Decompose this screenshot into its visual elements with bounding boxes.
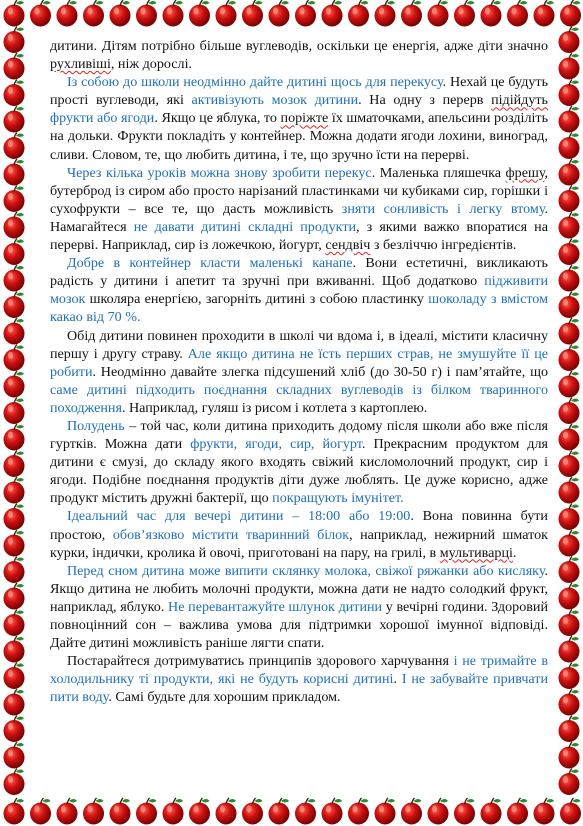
red-apple-icon (4, 0, 25, 27)
red-apple-icon (163, 0, 184, 27)
red-apple-icon (559, 133, 580, 160)
red-apple-icon (4, 451, 25, 478)
red-apple-icon (189, 0, 210, 27)
red-apple-icon (4, 742, 25, 769)
red-apple-icon (348, 0, 369, 27)
body-text: , наприклад, нежирний шматок курки, індички, кролика й овочі, приготовані на пару, на грилі, в (50, 526, 548, 561)
red-apple-icon (4, 80, 25, 107)
red-apple-icon (559, 557, 580, 584)
red-apple-icon (4, 398, 25, 425)
highlighted-text: фрукти або ягоди (50, 110, 155, 127)
red-apple-icon (4, 212, 25, 239)
red-apple-icon (4, 557, 25, 584)
body-text: . Якщо дитина не любить молочні продукти, можна дати не надто солодкий фрукт, наприклад, яблуко. (50, 562, 548, 615)
red-apple-icon (57, 798, 78, 825)
highlighted-text: обов’язково містити тваринний білок (112, 526, 350, 543)
red-apple-icon (559, 477, 580, 504)
red-apple-icon (559, 398, 580, 425)
body-text: . Маленька пляшечка (371, 164, 506, 181)
red-apple-icon (4, 636, 25, 663)
red-apple-icon (559, 53, 580, 80)
highlighted-text: зняти сонливість і легку втому (341, 200, 545, 217)
red-apple-icon (322, 798, 343, 825)
red-apple-icon (4, 345, 25, 372)
body-text: , ніж дорослі. (110, 56, 193, 73)
red-apple-icon (559, 742, 580, 769)
red-apple-icon (428, 0, 449, 27)
highlighted-text: не давати дитині складні продукти (133, 218, 357, 235)
red-apple-icon (4, 504, 25, 531)
red-apple-icon (110, 0, 131, 27)
red-apple-icon (4, 424, 25, 451)
red-apple-icon (559, 636, 580, 663)
red-apple-icon (4, 133, 25, 160)
highlighted-text: Але якщо дитина не їсть перших страв, не змушуйте її це робити (50, 345, 548, 380)
paragraph (50, 327, 548, 417)
red-apple-icon (4, 716, 25, 743)
highlighted-text: підживити мозок (50, 273, 548, 308)
red-apple-icon (559, 159, 580, 186)
red-apple-icon (559, 345, 580, 372)
paragraph (50, 73, 548, 163)
spellcheck-marked-word: сендвіч (325, 237, 371, 254)
body-text: . Намагайтеся (50, 200, 548, 235)
red-apple-icon (295, 798, 316, 825)
paragraph (50, 37, 548, 73)
red-apple-icon (4, 292, 25, 319)
red-apple-icon (4, 530, 25, 557)
red-apple-icon (4, 798, 25, 825)
red-apple-icon (559, 292, 580, 319)
red-apple-icon (136, 798, 157, 825)
red-apple-icon (216, 0, 237, 27)
red-apple-icon (559, 212, 580, 239)
red-apple-icon (559, 689, 580, 716)
red-apple-icon (30, 798, 51, 825)
red-apple-icon (4, 159, 25, 186)
body-text: дитини. Дітям потрібно більше вуглеводів, оскільки це енергія, адже діти значно (50, 38, 548, 54)
highlighted-text: активізують мозок дитини (191, 92, 359, 109)
red-apple-icon (375, 0, 396, 27)
red-apple-icon (4, 106, 25, 133)
spellcheck-marked-word: мультиварці (439, 544, 513, 561)
body-text: . (393, 671, 402, 688)
red-apple-icon (428, 798, 449, 825)
red-apple-icon (83, 798, 104, 825)
highlighted-text: І не забувайте привчати пити воду (50, 671, 548, 706)
paragraph (50, 507, 548, 561)
body-text: їх шматочками, апельсини розділіть на дольки. Фрукти покладіть у контейнер. Можна додати ягоди лохини, виноград, сливи. Словом, те, що любить дитина, і те, що зручно їсти на перерві. (50, 110, 548, 163)
body-text: . Вони естетичні, викликають радість у дитини і апетит та зручні при вживанні. Щоб додатково (50, 255, 548, 290)
red-apple-icon (507, 798, 528, 825)
red-apple-icon (481, 0, 502, 27)
red-apple-icon (4, 27, 25, 54)
red-apple-icon (534, 798, 555, 825)
body-text: . Наприклад, гуляш із рисом і котлета з картоплею. (121, 399, 428, 416)
body-text: . Якщо це яблука, то (154, 110, 281, 127)
body-text: Обід дитини повинен проходити в школі чи вдома і, в ідеалі, містити класичну першу і другу страву. (50, 327, 548, 362)
red-apple-icon (4, 371, 25, 398)
paragraph (50, 164, 548, 254)
body-text: . Неодмінно давайте злегка підсушений хліб (до 30-50 г) і пам’ятайте, що (92, 363, 548, 380)
red-apple-icon (4, 769, 25, 796)
body-text: , бутерброд із сиром або просто нарізаний пластинками чи кубиками сир, горішки і сухофрукти – все те, що дасть можливість (50, 164, 548, 217)
red-apple-icon (295, 0, 316, 27)
red-apple-icon (559, 424, 580, 451)
body-text: з безліччю інгредієнтів. (370, 237, 517, 254)
red-apple-icon (481, 798, 502, 825)
red-apple-icon (4, 239, 25, 266)
red-apple-icon (4, 265, 25, 292)
body-text: . Вона повинна бути простою, (50, 508, 548, 543)
spellcheck-marked-word: підійдуть (491, 92, 548, 109)
red-apple-icon (269, 798, 290, 825)
red-apple-icon (216, 798, 237, 825)
red-apple-icon (4, 663, 25, 690)
red-apple-icon (454, 798, 475, 825)
spellcheck-marked-word: поріжте (280, 110, 329, 127)
red-apple-icon (454, 0, 475, 27)
body-text: . На одну з перерв (358, 92, 492, 109)
body-text: Постарайтеся дотримуватись принципів здорового харчування (67, 653, 454, 670)
body-text: у вечірні години. Здоровий повноцінний сон – важлива умова для підтримки хорошої імунної відповіді. Дайте дитині можливість раніше лягти спати. (50, 598, 548, 652)
body-text: школяра енергією, загорніть дитині з собою пластинку (85, 291, 429, 308)
red-apple-icon (4, 477, 25, 504)
body-text: . Нехай це будуть прості вуглеводи, які (50, 74, 548, 109)
red-apple-icon (163, 798, 184, 825)
highlighted-text: Полудень (67, 417, 125, 434)
red-apple-icon (559, 80, 580, 107)
red-apple-icon (559, 716, 580, 743)
red-apple-icon (242, 0, 263, 27)
red-apple-icon (136, 0, 157, 27)
paragraph (50, 562, 548, 652)
paragraph (50, 417, 548, 507)
highlighted-text: Ідеальний час для вечері дитини – 18:00 або 19:00 (67, 508, 411, 525)
red-apple-icon (4, 186, 25, 213)
red-apple-icon (534, 0, 555, 27)
paragraph (50, 652, 548, 706)
spellcheck-marked-word: фрешу (505, 164, 545, 181)
red-apple-icon (348, 798, 369, 825)
red-apple-icon (4, 318, 25, 345)
red-apple-icon (57, 0, 78, 27)
red-apple-icon (4, 610, 25, 637)
red-apple-icon (560, 0, 581, 27)
spellcheck-marked-word: рухливіші (50, 56, 111, 73)
red-apple-icon (559, 318, 580, 345)
red-apple-icon (560, 798, 581, 825)
body-text: , з якими важко впоратися на перерві. Наприклад, сир із ложечкою, йогурт, (50, 218, 548, 254)
highlighted-text: саме дитині підходить поєднання складних вуглеводів із білком тваринного походження (50, 381, 548, 416)
red-apple-icon (110, 798, 131, 825)
highlighted-text: Через кілька уроків можна знову зробити перекус (67, 164, 372, 181)
highlighted-text: Із собою до школи неодмінно дайте дитині щось для перекусу (67, 74, 443, 91)
red-apple-icon (559, 610, 580, 637)
red-apple-icon (83, 0, 104, 27)
highlighted-text: покращують імунітет. (272, 490, 404, 507)
red-apple-icon (559, 106, 580, 133)
highlighted-text: фрукти, ягоди, сир, йогурт (190, 436, 362, 453)
highlighted-text: шоколаду з вмістом какао від 70 %. (50, 291, 548, 326)
red-apple-icon (401, 798, 422, 825)
body-text: . Прекрасним продуктом для дитини є смузі, до складу якого входять свіжий кисломолочний продукт, сир і ягоди. Подібне поєднання продуктів діти дуже люблять. Це дуже корисно, адже продукт містить дружні бактерії, що (50, 436, 548, 507)
red-apple-icon (4, 583, 25, 610)
highlighted-text: і не тримайте в холодильнику ті продукти, які не будуть корисні дитині (50, 653, 548, 688)
red-apple-icon (401, 0, 422, 27)
red-apple-icon (559, 769, 580, 796)
red-apple-icon (559, 27, 580, 54)
red-apple-icon (559, 504, 580, 531)
red-apple-icon (242, 798, 263, 825)
red-apple-icon (559, 451, 580, 478)
highlighted-text: Добре в контейнер класти маленькі канапе (67, 255, 353, 272)
document-page (50, 37, 548, 799)
red-apple-icon (559, 186, 580, 213)
red-apple-icon (559, 583, 580, 610)
red-apple-icon (4, 689, 25, 716)
body-text: . (512, 544, 517, 561)
body-text: – той час, коли дитина приходить додому після школи або вже після гуртків. Можна дати (50, 417, 548, 453)
red-apple-icon (559, 265, 580, 292)
highlighted-text: Перед сном дитина може випити склянку молока, свіжої ряжанки або кисляку (67, 562, 545, 579)
red-apple-icon (507, 0, 528, 27)
paragraph (50, 254, 548, 326)
highlighted-text: Не перевантажуйте шлунок дитини (168, 598, 383, 615)
red-apple-icon (559, 371, 580, 398)
red-apple-icon (4, 53, 25, 80)
red-apple-icon (269, 0, 290, 27)
red-apple-icon (189, 798, 210, 825)
red-apple-icon (559, 239, 580, 266)
red-apple-icon (559, 663, 580, 690)
red-apple-icon (375, 798, 396, 825)
body-text: . Самі будьте для хорошим прикладом. (108, 689, 341, 706)
red-apple-icon (30, 0, 51, 27)
red-apple-icon (322, 0, 343, 27)
red-apple-icon (559, 530, 580, 557)
